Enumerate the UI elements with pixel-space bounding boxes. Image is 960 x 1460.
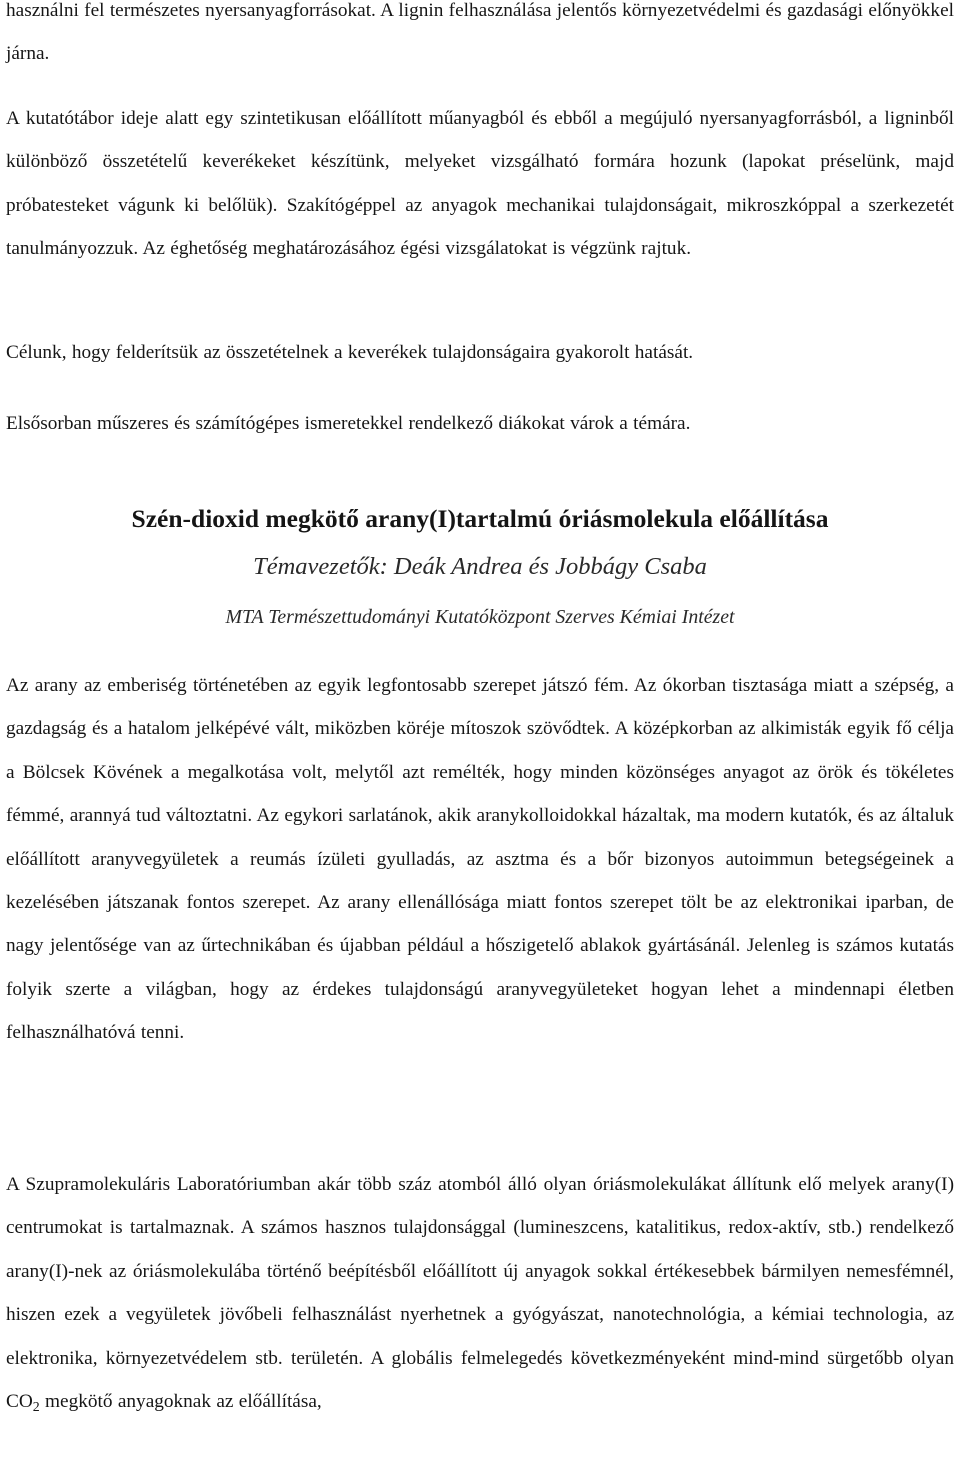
laboratory-text-tail: megkötő anyagoknak az előállítása, — [39, 1391, 322, 1413]
laboratory-text: A Szupramolekuláris Laboratóriumban akár több száz atomból álló olyan óriásmolekulákat állítunk elő melyek arany(I) centrumokat is tartalmaznak. A számos hasznos tulajdonsággal (lumineszcens, katalitikus, redox-aktív, stb.) rendelkező arany(I)-nek az óriásmolekulába történő beépítésből előállított új anyagok sokkal értékesebbek bármilyen nemesfémnél, hiszen ezek a vegyületek jövőbeli felhasználást nyerhetnek a gyógyászat, nanotechnológia, a kémiai technologia, az elektronika, környezetvédelem stb. területén. A globális felmelegedés következményeként mind-mind sürgetőbb olyan — [6, 1174, 954, 1369]
section-paragraph-laboratory — [6, 1163, 954, 1423]
intro-paragraph-method: A kutatótábor ideje alatt egy szintetikusan előállított műanyagból és ebből a megújuló nyersanyagforrásból, a ligninből különböző összetételű keverékeket készítünk, melyeket vizsgálható formára hozunk (lapokat préselünk, majd próbatesteket vágunk ki belőlük). Szakítógéppel az anyagok mechanikai tulajdonságait, mikroszkóppal a szerkezetét tanulmányozzuk. Az éghetőség meghatározásához égési vizsgálatokat is végzünk rajtuk. — [6, 108, 954, 260]
formula-subscript: 2 — [32, 1400, 40, 1416]
intro-paragraph-continuation: használni fel természetes nyersanyagforrásokat. A lignin felhasználása jelentős környezetvédelmi és gazdasági előnyökkel járna. — [6, 0, 954, 65]
section-title: Szén-dioxid megkötő arany(I)tartalmú óriásmolekula előállítása — [131, 504, 829, 533]
section-supervisors: Témavezetők: Deák Andrea és Jobbágy Csaba — [253, 553, 707, 580]
section-institute: MTA Természettudományi Kutatóközpont Szerves Kémiai Intézet — [225, 606, 735, 628]
formula-base: CO — [6, 1391, 33, 1413]
section-paragraph-gold-history: Az arany az emberiség történetében az egyik legfontosabb szerepet játszó fém. Az ókorban tisztasága miatt a szépség, a gazdagság és a hatalom jelképévé vált, miközben köréje mítoszok szövődtek. A középkorban az alkimisták egyik fő célja a Bölcsek Kövének a megalkotása volt, melytől azt remélték, hogy minden közönséges anyagot az örök és tökéletes fémmé, arannyá tud változtatni. Az egykori sarlatánok, akik aranykolloidokkal házaltak, ma modern kutatók, és az általuk előállított aranyvegyületek a reumás ízületi gyulladás, az asztma és a bőr bizonyos autoimmun betegségeinek a kezelésében játszanak fontos szerepet. Az arany ellenállósága miatt fontos szerepet tölt be az elektronikai iparban, de nagy jelentősége van az űrtechnikában és újabban például a hőszigetelő ablakok gyártásánál. Jelenleg is számos kutatás folyik szerte a világban, hogy az érdekes tulajdonságú aranyvegyületeket hogyan lehet a mindennapi életben felhasználhatóvá tenni. — [6, 675, 954, 1044]
co2-formula — [6, 1391, 40, 1416]
intro-paragraph-goal: Célunk, hogy felderítsük az összetételnek a keverékek tulajdonságaira gyakorolt hatását. — [6, 342, 694, 363]
intro-paragraph-audience: Elsősorban műszeres és számítógépes ismeretekkel rendelkező diákokat várok a témára. — [6, 413, 691, 434]
